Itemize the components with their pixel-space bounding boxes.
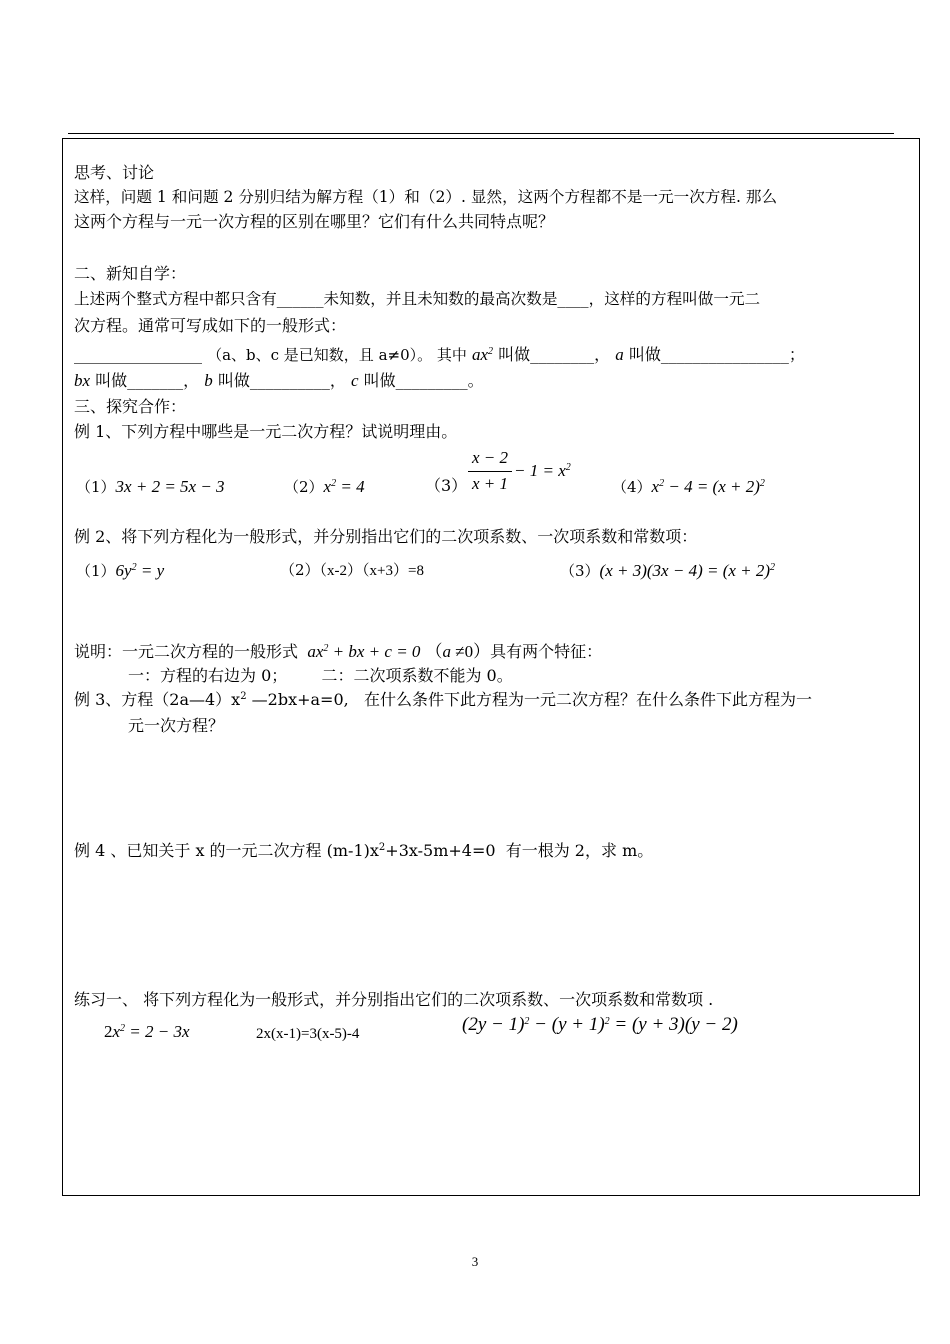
think-line-1: 这样，问题 1 和问题 2 分别归结为解方程（1）和（2）. 显然，这两个方程都不是一元一次方程. 那么 xyxy=(74,188,778,206)
example1-eq-3-rest: − $1 = x^2$ xyxy=(514,461,571,480)
fraction-bar xyxy=(468,471,512,472)
example1-eq-4: $x^2 - 4 = (x + 2)^2$ xyxy=(651,477,765,496)
exercise1-eq-3: $(2y - 1)^2 - (y + 1)^2 = (y + 3)(y - 2)$ xyxy=(462,1014,738,1035)
note-general-form: $ax^2$ + bx + c = 0 xyxy=(303,642,421,661)
note-condition: （a ≠0） xyxy=(425,642,491,661)
note-prefix: 说明：一元二次方程的一般形式 xyxy=(74,642,299,661)
a-blank: 叫做________________； xyxy=(628,345,805,364)
example2-item-1: $(1)6y^2 = y$ xyxy=(76,561,165,580)
example4-line: 例 4 、已知关于 x 的一元二次方程 $(m-1)x^2+3x-5m+4=0$ 有一根为 2，求 m。 xyxy=(74,841,654,860)
new-knowledge-heading: 二、新知自学： xyxy=(74,264,187,283)
bx-blank: 叫做_______， xyxy=(95,371,200,390)
note-suffix: 具有两个特征： xyxy=(490,642,603,661)
general-form-blank: ________________ xyxy=(74,345,202,364)
example1-eq-2: $x^2 = 4$ xyxy=(323,477,365,496)
b-blank: 叫做__________， xyxy=(217,371,346,390)
example2-item-2: （2）（x-2）（x+3）=8 xyxy=(280,561,424,579)
c-term: c xyxy=(350,371,359,390)
example1-item-2: $(2)x^2 = 4$ xyxy=(284,477,365,496)
example2-title: 例 2、将下列方程化为一般形式，并分别指出它们的二次项系数、一次项系数和常数项： xyxy=(74,527,698,546)
example2-eq-3: $(x + 3)(3x - 4) = (x + 2)^2$ xyxy=(599,561,776,580)
note-feature-2: 二：二次项系数不能为 0。 xyxy=(321,666,513,685)
example1-eq-1: 3x + 2 = 5x − 3 xyxy=(115,477,225,496)
example1-title: 例 1、下列方程中哪些是一元二次方程？试说明理由。 xyxy=(74,422,458,441)
ax2-term: $ax^2$ xyxy=(472,345,494,364)
example3-line-1: 例 3、方程$(2a—4)x^2$ —2bx+a=0, 在什么条件下此方程为一元二次方程？在什么条件下此方程为一 xyxy=(74,690,812,709)
exercise1-eq-2: 2x(x-1)=3(x-5)-4 xyxy=(256,1026,360,1042)
fraction-numerator: x − 2 xyxy=(471,448,509,467)
example3-line-2: 元一次方程？ xyxy=(128,716,225,735)
a-term: a xyxy=(615,345,624,364)
exercise1-title: 练习一、 将下列方程化为一般形式，并分别指出它们的二次项系数、一次项系数和常数项 . xyxy=(74,990,714,1009)
think-heading: 思考、讨论 xyxy=(74,163,155,182)
note-feature-1: 一：方程的右边为 0； xyxy=(128,666,288,685)
explore-heading: 三、探究合作： xyxy=(74,397,187,416)
example1-item-3-label: （3） xyxy=(425,476,468,495)
general-form-line xyxy=(74,346,805,363)
example1-item-1: （1）3x + 2 = 5x − 3 xyxy=(76,477,225,496)
coefficient-line xyxy=(74,372,484,389)
note-features xyxy=(128,668,513,684)
example1-fraction xyxy=(468,448,512,494)
bx-term: bx xyxy=(74,371,91,390)
example1-item-4: $(4)x^2 - 4 = (x + 2)^2$ xyxy=(612,477,765,496)
example2-item-3: $(3)(x + 3)(3x - 4) = (x + 2)^2$ xyxy=(560,561,776,580)
ax2-blank: 叫做________， xyxy=(498,345,611,364)
header-rule xyxy=(68,133,894,134)
c-blank: 叫做_________。 xyxy=(363,371,484,390)
new-knowledge-line-1: 上述两个整式方程中都只含有______未知数，并且未知数的最高次数是____，这样的方程叫做一元二 xyxy=(74,290,761,308)
exercise1-eq-1: $2x^2 = 2 - 3x$ xyxy=(104,1022,190,1041)
b-term: b xyxy=(204,371,213,390)
page-number: 3 xyxy=(471,1254,479,1269)
general-form-condition: （a、b、c 是已知数，且 a≠0）。 其中 xyxy=(207,346,467,364)
example2-eq-1: $6y^2 = y$ xyxy=(115,561,165,580)
example2-eq-2: （x-2）（x+3）=8 xyxy=(319,563,424,579)
new-knowledge-line-2: 次方程。通常可写成如下的一般形式： xyxy=(74,316,347,335)
think-line-2: 这两个方程与一元一次方程的区别在哪里？它们有什么共同特点呢？ xyxy=(74,212,555,231)
note-line xyxy=(74,643,602,660)
fraction-denominator: x + 1 xyxy=(471,474,509,493)
